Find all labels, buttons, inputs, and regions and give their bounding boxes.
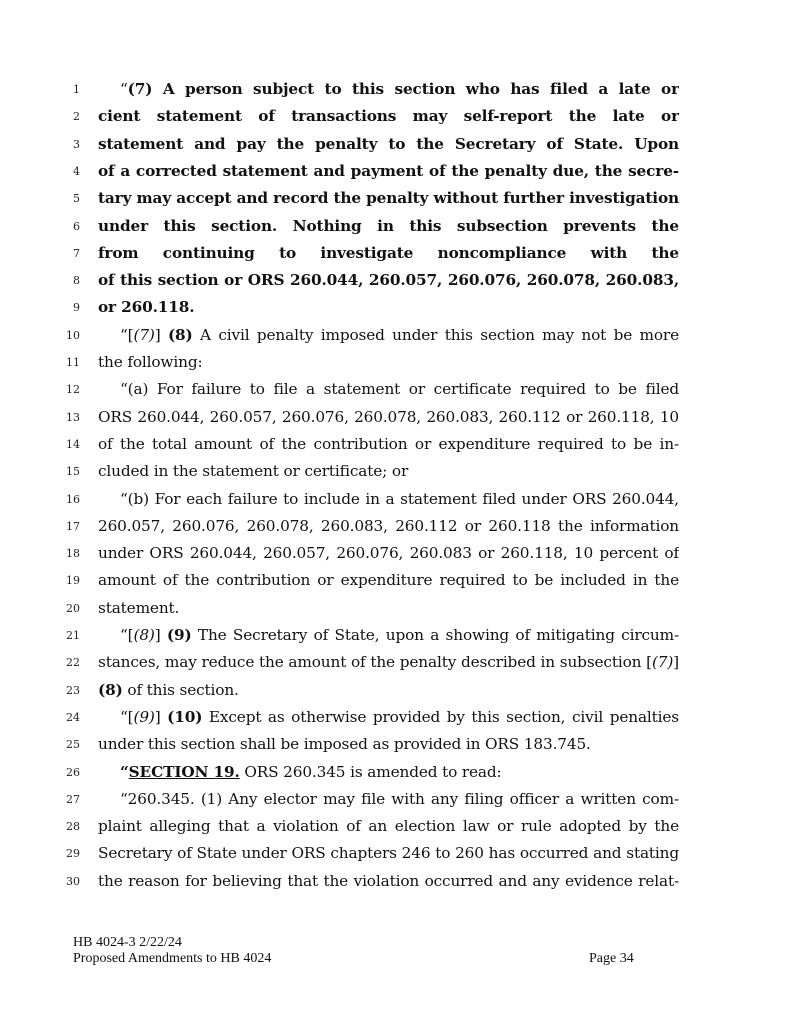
line-text	[98, 516, 679, 536]
line-number: 14	[66, 437, 80, 451]
footer-title: Proposed Amendments to HB 4024	[73, 951, 272, 966]
text-run: from continuing to investigate noncompliance with the	[98, 243, 679, 262]
text-run: the reason for believing that the violation occurred and any evidence relat-	[98, 871, 679, 890]
text-run: Secretary of State under ORS chapters 246 to 260 has occurred and stating	[98, 844, 679, 863]
text-run: (9)	[166, 626, 192, 644]
line-text	[98, 188, 679, 208]
text-run: tary may accept and record the penalty without further investigation	[98, 189, 679, 208]
line-number: 16	[66, 492, 80, 506]
line-text	[98, 625, 679, 645]
line-text	[98, 161, 679, 181]
line-number: 25	[66, 738, 80, 752]
line-text	[98, 379, 679, 399]
document-line	[0, 130, 800, 157]
footer-bill-id: HB 4024-3 2/22/24	[73, 935, 182, 950]
text-run: (8)	[98, 680, 123, 699]
line-number: 30	[66, 874, 80, 888]
line-number: 13	[66, 410, 80, 424]
text-run: ]	[154, 626, 167, 644]
line-number: 10	[66, 328, 80, 342]
document-line	[0, 539, 800, 566]
document-line	[0, 239, 800, 266]
line-text	[98, 652, 679, 672]
line-text	[98, 707, 679, 727]
line-text	[98, 871, 679, 891]
text-run: “[	[120, 707, 134, 726]
line-text	[98, 598, 679, 618]
line-text	[98, 325, 679, 345]
text-run: 260.057, 260.076, 260.078, 260.083, 260.112 or 260.118 the information	[98, 516, 679, 535]
text-run: “[	[120, 626, 134, 644]
line-number: 12	[66, 383, 80, 397]
line-text	[98, 407, 679, 427]
text-run: (10)	[167, 707, 203, 726]
line-text	[98, 816, 679, 836]
text-run: ]	[154, 707, 168, 726]
text-run: cluded in the statement or certificate; or	[98, 462, 409, 481]
line-text	[98, 680, 679, 700]
document-line	[0, 485, 800, 512]
text-run: cient statement of transactions may self-report the late or	[98, 107, 679, 126]
text-run: The Secretary of State, upon a showing of mitigating circum-	[191, 626, 679, 644]
document-line	[0, 785, 800, 812]
document-line	[0, 102, 800, 129]
text-run: of a corrected statement and payment of the penalty due, the secre-	[98, 161, 679, 180]
line-number: 3	[73, 137, 80, 151]
line-text	[98, 352, 679, 372]
text-run: “	[120, 762, 129, 781]
line-number: 26	[66, 765, 80, 779]
document-line	[0, 621, 800, 648]
text-run: (8)	[133, 626, 155, 644]
document-line	[0, 812, 800, 839]
document-line	[0, 75, 800, 102]
text-run: under ORS 260.044, 260.057, 260.076, 260.083 or 260.118, 10 percent of	[98, 544, 679, 563]
text-run: “(a) For failure to file a statement or certificate required to be filed	[120, 380, 679, 399]
line-text	[98, 734, 679, 754]
text-run: ORS 260.345 is amended to read:	[239, 762, 502, 781]
line-text	[98, 79, 679, 99]
document-line	[0, 430, 800, 457]
document-line	[0, 758, 800, 785]
line-number: 28	[66, 820, 80, 834]
text-run: under this section. Nothing in this subsection prevents the	[98, 216, 679, 235]
document-line	[0, 594, 800, 621]
line-number: 4	[73, 164, 80, 178]
line-number: 11	[66, 356, 80, 369]
line-number: 23	[66, 683, 80, 697]
text-run: stances, may reduce the amount of the penalty described in subsection [	[98, 653, 652, 672]
line-number: 5	[73, 192, 80, 206]
line-text	[98, 489, 679, 509]
line-number: 9	[73, 301, 80, 315]
line-text	[98, 434, 679, 454]
text-run: A civil penalty imposed under this section may not be more	[200, 325, 679, 344]
text-run: Except as otherwise provided by this section, civil penalties	[202, 707, 679, 726]
line-number: 21	[66, 629, 80, 642]
text-run: the following:	[98, 353, 203, 371]
line-text	[98, 461, 679, 481]
line-number: 8	[73, 274, 80, 288]
text-run: ORS 260.044, 260.057, 260.076, 260.078, 260.083, 260.112 or 260.118, 10	[98, 407, 679, 426]
line-number: 17	[66, 519, 80, 533]
text-run: “	[120, 80, 128, 98]
text-run: under this section shall be imposed as provided in ORS 183.745.	[98, 735, 591, 754]
line-text	[98, 543, 679, 563]
line-number: 15	[66, 465, 80, 479]
line-text	[98, 297, 679, 317]
text-run: amount of the contribution or expenditure required to be included in the	[98, 571, 679, 590]
document-line	[0, 375, 800, 402]
document-line	[0, 566, 800, 593]
line-number: 18	[66, 547, 80, 561]
text-run: ]	[673, 653, 679, 672]
text-run: (7)	[651, 653, 674, 672]
line-text	[98, 216, 679, 236]
page-number: Page 34	[589, 951, 634, 966]
line-text	[98, 843, 679, 863]
line-number: 7	[73, 246, 80, 260]
text-run: “[	[120, 325, 134, 344]
document-line	[0, 730, 800, 757]
text-run: (7) A person subject to this section who has filed a late or	[127, 80, 679, 98]
document-line	[0, 157, 800, 184]
line-text	[98, 762, 679, 782]
document-line	[0, 293, 800, 320]
line-number: 22	[66, 656, 80, 670]
document-line	[0, 867, 800, 894]
line-number: 1	[73, 83, 80, 96]
text-run: of this section.	[122, 680, 239, 699]
text-run: ]	[154, 325, 168, 344]
text-run: of this section or ORS 260.044, 260.057, 260.076, 260.078, 260.083,	[98, 271, 679, 290]
document-line	[0, 212, 800, 239]
line-number: 29	[66, 847, 80, 861]
line-number: 27	[66, 792, 80, 806]
document-line	[0, 703, 800, 730]
document-line	[0, 839, 800, 866]
document-line	[0, 321, 800, 348]
text-run: (8)	[167, 325, 193, 344]
line-text	[98, 570, 679, 590]
document-line	[0, 266, 800, 293]
text-run: SECTION 19.	[128, 762, 240, 781]
line-text	[98, 270, 679, 290]
document-line	[0, 184, 800, 211]
document-line	[0, 676, 800, 703]
line-number: 2	[73, 110, 80, 124]
text-run: (9)	[133, 707, 155, 726]
text-run: “(b) For each failure to include in a statement filed under ORS 260.044,	[120, 489, 679, 508]
text-run: plaint alleging that a violation of an election law or rule adopted by the	[98, 817, 679, 836]
line-text	[98, 106, 679, 126]
text-run: or 260.118.	[98, 298, 195, 317]
line-number: 19	[66, 574, 80, 588]
line-number: 20	[66, 601, 80, 615]
line-number: 24	[66, 710, 80, 724]
document-line	[0, 348, 800, 375]
line-text	[98, 134, 679, 154]
document-line	[0, 648, 800, 675]
document-line	[0, 403, 800, 430]
document-line	[0, 457, 800, 484]
text-run: statement and pay the penalty to the Secretary of State. Upon	[98, 134, 679, 153]
line-text	[98, 243, 679, 263]
text-run: (7)	[133, 325, 155, 344]
line-text	[98, 789, 679, 809]
document-line	[0, 512, 800, 539]
text-run: “260.345. (1) Any elector may file with any filing officer a written com-	[120, 789, 679, 808]
line-number: 6	[73, 219, 80, 233]
text-run: of the total amount of the contribution or expenditure required to be in-	[98, 434, 679, 453]
text-run: statement.	[98, 598, 180, 617]
